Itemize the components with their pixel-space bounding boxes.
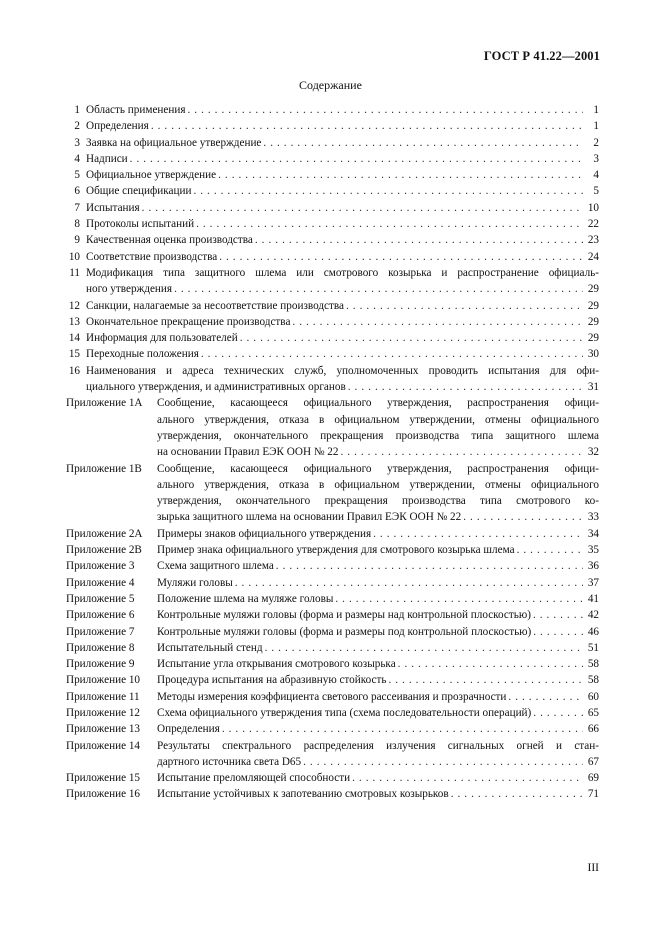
dot-leader: [218, 167, 583, 183]
toc-entry-line: [86, 281, 599, 297]
toc-entry-text: Область применения: [86, 104, 186, 116]
toc-entry-line: [157, 542, 599, 558]
dot-leader: [222, 721, 583, 737]
toc-entry-text: утверждения, окончательного прекращения производства типа защитного шлема: [157, 429, 599, 442]
toc-entry-line: [157, 412, 599, 428]
toc-entry-body: [86, 346, 599, 362]
toc-entry-page: 33: [587, 511, 599, 524]
toc-entry-body: [86, 363, 599, 396]
toc-entry-body: [86, 298, 599, 314]
toc-entry-line: [157, 754, 599, 770]
toc-appendix-entry: [66, 558, 599, 574]
toc-entry-line: [86, 265, 599, 281]
toc-entry-line: [157, 705, 599, 721]
toc-entry-text: ального утверждения, отказа в официальном утверждении, отмены официального: [157, 413, 599, 426]
toc-entry-body: [86, 265, 599, 298]
toc-entry-page: 67: [587, 755, 599, 768]
toc-entry: [66, 346, 599, 362]
toc-entry-body: [86, 102, 599, 118]
toc-entry-number: 4: [74, 152, 80, 165]
toc-entry-number: 3: [74, 136, 80, 149]
toc-appendix-entry: [66, 607, 599, 623]
toc-entry-page: 51: [587, 641, 599, 654]
toc-appendix-label: Приложение 9: [66, 658, 135, 671]
toc-appendix-label: Приложение 14: [66, 739, 141, 752]
toc-entry: [66, 200, 599, 216]
dot-leader: [292, 314, 583, 330]
toc-appendix-label: Приложение 6: [66, 609, 135, 622]
toc-entry: [66, 330, 599, 346]
toc-entry-number: 7: [74, 201, 80, 214]
toc-entry-text: Испытание угла открывания смотрового козырька: [157, 658, 396, 671]
toc-entry-text: Официальное утверждение: [86, 169, 217, 182]
dot-leader: [263, 135, 583, 151]
toc-entry-page: 29: [587, 283, 599, 296]
toc-entry-page: 32: [587, 446, 599, 459]
toc-entry-page: 10: [587, 201, 599, 214]
toc-entry-page: 69: [587, 772, 599, 785]
dot-leader: [533, 607, 583, 623]
dot-leader: [130, 151, 583, 167]
toc-entry-text: Испытание устойчивых к запотеванию смотровых козырьков: [157, 788, 449, 801]
toc-entry: [66, 314, 599, 330]
standard-code: ГОСТ Р 41.22—2001: [483, 49, 600, 63]
toc-entry: [66, 135, 599, 151]
toc-entry-page: 2: [593, 136, 599, 149]
toc-entry-text: Соответствие производства: [86, 250, 218, 263]
toc-entry-body: [157, 395, 599, 460]
toc-entry-line: [157, 640, 599, 656]
toc-entry-text: Испытания: [86, 201, 140, 214]
toc-entry-text: Методы измерения коэффициента светового рассеивания и прозрачности: [157, 690, 507, 703]
toc-appendix-entry: [66, 461, 599, 526]
toc-entry-text: Контрольные муляжи головы (форма и размеры под контрольной плоскостью): [157, 625, 532, 638]
toc-entry-page: 3: [593, 152, 599, 165]
toc-entry-text: Переходные положения: [86, 348, 199, 361]
toc-entry-text: Качественная оценка производства: [86, 234, 253, 247]
toc-entry-text: ального утверждения, отказа в официальном утверждении, отмены официального: [157, 478, 599, 491]
dot-leader: [346, 298, 583, 314]
toc-entry-body: [157, 770, 599, 786]
toc-entry-body: [86, 200, 599, 216]
toc-entry-page: 29: [587, 299, 599, 312]
toc-title: Содержание: [299, 78, 362, 92]
toc-entry-text: утверждения, окончательного прекращения производства типа смотрового ко-: [157, 495, 599, 508]
toc-entry-line: [86, 379, 599, 395]
toc-appendix-entry: [66, 542, 599, 558]
toc-entry-text: на основании Правил ЕЭК ООН № 22: [157, 446, 339, 459]
toc-entry-line: [157, 526, 599, 542]
toc-appendix-label: Приложение 8: [66, 641, 135, 654]
toc-entry-page: 42: [587, 609, 599, 622]
dot-leader: [451, 786, 583, 802]
toc-entry-page: 29: [587, 332, 599, 345]
toc-entry-line: [157, 738, 599, 754]
toc-entry-number: 2: [74, 120, 80, 133]
toc-entry-text: Пример знака официального утверждения для смотрового козырька шлема: [157, 544, 515, 557]
toc-entry-text: Муляжи головы: [157, 576, 233, 589]
toc-entry-number: 15: [68, 348, 80, 361]
toc-entry-body: [86, 151, 599, 167]
toc-entry-page: 37: [587, 576, 599, 589]
toc-entry-body: [157, 738, 599, 771]
toc-entry-line: [157, 656, 599, 672]
toc-entry-line: [86, 118, 599, 134]
toc-entry-line: [157, 575, 599, 591]
toc-entry-text: Сообщение, касающееся официального утверждения, распространения офици-: [157, 462, 599, 475]
toc-entry: [66, 102, 599, 118]
toc-entry-line: [86, 314, 599, 330]
toc-appendix-label: Приложение 16: [66, 788, 141, 801]
toc-entry-body: [86, 135, 599, 151]
toc-entry-text: Схема защитного шлема: [157, 560, 274, 573]
toc-appendix-entry: [66, 395, 599, 460]
toc-entry-page: 22: [587, 218, 599, 231]
toc-entry-body: [157, 461, 599, 526]
toc-entry-line: [157, 786, 599, 802]
toc-entry-body: [157, 656, 599, 672]
toc-entry-text: циального утверждения, и административных органов: [86, 381, 346, 394]
toc-entry-page: 4: [593, 169, 599, 182]
toc-entry-text: Результаты спектрального распределения излучения сигнальных огней и стан-: [157, 739, 599, 752]
toc-entry-page: 1: [593, 120, 599, 133]
dot-leader: [335, 591, 583, 607]
toc-entry-text: Определения: [86, 120, 149, 133]
toc-entry-text: Наименования и адреса технических служб, уполномоченных проводить испытания для офи-: [86, 364, 599, 377]
dot-leader: [193, 183, 583, 199]
toc-appendix-entry: [66, 591, 599, 607]
toc-entry-page: 35: [587, 544, 599, 557]
toc-entry-page: 24: [587, 250, 599, 263]
dot-leader: [373, 526, 583, 542]
toc-entry-number: 6: [74, 185, 80, 198]
toc-entry-page: 5: [593, 185, 599, 198]
toc-entry-body: [86, 249, 599, 265]
toc-entry-number: 11: [69, 266, 80, 279]
toc-entry-text: Окончательное прекращение производства: [86, 315, 291, 328]
toc-entry-body: [86, 183, 599, 199]
table-of-contents: [66, 102, 599, 803]
toc-appendix-entry: [66, 640, 599, 656]
toc-entry-page: 58: [587, 674, 599, 687]
toc-entry-number: 5: [74, 169, 80, 182]
toc-entry: [66, 151, 599, 167]
dot-leader: [341, 444, 584, 460]
toc-entry-body: [86, 167, 599, 183]
toc-appendix-label: Приложение 1В: [66, 462, 142, 475]
toc-entry-body: [86, 314, 599, 330]
toc-appendix-entry: [66, 656, 599, 672]
toc-entry-line: [86, 249, 599, 265]
dot-leader: [348, 379, 583, 395]
toc-entry-line: [157, 689, 599, 705]
toc-entry-text: Испытание преломляющей способности: [157, 772, 351, 785]
toc-entry-body: [157, 558, 599, 574]
toc-entry-line: [157, 395, 599, 411]
dot-leader: [533, 624, 583, 640]
dot-leader: [151, 118, 583, 134]
toc-entry-number: 13: [68, 315, 80, 328]
toc-entry-line: [86, 298, 599, 314]
toc-entry-text: Протоколы испытаний: [86, 218, 195, 231]
toc-entry-number: 8: [74, 218, 80, 231]
toc-appendix-entry: [66, 770, 599, 786]
toc-appendix-entry: [66, 575, 599, 591]
toc-entry-text: Модификация типа защитного шлема или смотрового козырька и распространение официаль-: [86, 266, 599, 279]
dot-leader: [255, 232, 583, 248]
dot-leader: [533, 705, 583, 721]
toc-entry-text: дартного источника света D65: [157, 755, 302, 768]
toc-appendix-label: Приложение 5: [66, 592, 135, 605]
toc-appendix-entry: [66, 689, 599, 705]
toc-entry-text: зырька защитного шлема на основании Правил ЕЭК ООН № 22: [157, 511, 462, 524]
toc-appendix-entry: [66, 786, 599, 802]
toc-appendix-label: Приложение 13: [66, 723, 141, 736]
toc-entry-body: [157, 705, 599, 721]
toc-entry-line: [157, 493, 599, 509]
toc-entry-text: Надписи: [86, 152, 128, 165]
toc-entry-text: Санкции, налагаемые за несоответствие производства: [86, 299, 344, 312]
toc-entry-body: [157, 591, 599, 607]
toc-appendix-entry: [66, 705, 599, 721]
toc-entry-body: [86, 216, 599, 232]
toc-entry-line: [157, 558, 599, 574]
toc-entry-page: 23: [587, 234, 599, 247]
toc-entry: [66, 363, 599, 396]
toc-appendix-entry: [66, 672, 599, 688]
dot-leader: [352, 770, 583, 786]
toc-entry-line: [157, 477, 599, 493]
toc-entry-line: [157, 461, 599, 477]
toc-entry-text: Примеры знаков официального утверждения: [157, 527, 372, 540]
toc-entry-number: 16: [68, 364, 80, 377]
toc-entry-line: [157, 672, 599, 688]
toc-appendix-label: Приложение 2А: [66, 527, 143, 540]
dot-leader: [303, 754, 583, 770]
toc-entry-number: 14: [68, 332, 80, 345]
toc-entry-body: [157, 786, 599, 802]
toc-entry-page: 65: [587, 706, 599, 719]
toc-entry-line: [86, 167, 599, 183]
toc-entry: [66, 249, 599, 265]
toc-entry: [66, 298, 599, 314]
dot-leader: [187, 102, 583, 118]
dot-leader: [265, 640, 583, 656]
toc-entry-body: [157, 721, 599, 737]
dot-leader: [388, 672, 583, 688]
toc-entry-line: [157, 607, 599, 623]
toc-entry-line: [157, 428, 599, 444]
toc-entry-text: Положение шлема на муляже головы: [157, 592, 334, 605]
toc-entry-page: 46: [587, 625, 599, 638]
toc-entry-page: 58: [587, 658, 599, 671]
dot-leader: [174, 281, 583, 297]
toc-entry-body: [86, 330, 599, 346]
dot-leader: [219, 249, 583, 265]
toc-entry-text: Испытательный стенд: [157, 641, 263, 654]
toc-entry-text: Информация для пользователей: [86, 332, 238, 345]
dot-leader: [463, 509, 583, 525]
dot-leader: [235, 575, 583, 591]
toc-entry-text: Определения: [157, 723, 220, 736]
toc-entry-number: 1: [74, 104, 80, 116]
toc-entry-page: 60: [587, 690, 599, 703]
toc-entry-text: Контрольные муляжи головы (форма и размеры над контрольной плоскостью): [157, 609, 531, 622]
toc-entry-page: 66: [587, 723, 599, 736]
toc-entry-body: [157, 689, 599, 705]
toc-entry-body: [86, 118, 599, 134]
toc-appendix-label: Приложение 4: [66, 576, 135, 589]
toc-entry-text: Заявка на официальное утверждение: [86, 136, 262, 149]
dot-leader: [517, 542, 583, 558]
dot-leader: [201, 346, 583, 362]
toc-entry-body: [157, 575, 599, 591]
toc-entry-line: [157, 721, 599, 737]
toc-entry-line: [86, 346, 599, 362]
toc-entry-body: [157, 607, 599, 623]
dot-leader: [142, 200, 583, 216]
toc-entry: [66, 118, 599, 134]
toc-entry-page: 36: [587, 560, 599, 573]
toc-appendix-entry: [66, 624, 599, 640]
toc-entry-body: [157, 672, 599, 688]
toc-entry-line: [157, 624, 599, 640]
toc-entry-body: [157, 624, 599, 640]
toc-entry-body: [157, 640, 599, 656]
toc-entry-page: 30: [587, 348, 599, 361]
toc-entry-line: [157, 444, 599, 460]
toc-entry-line: [86, 363, 599, 379]
toc-entry-line: [157, 509, 599, 525]
toc-entry-text: Процедура испытания на абразивную стойкость: [157, 674, 387, 687]
toc-entry-page: 29: [587, 315, 599, 328]
dot-leader: [196, 216, 583, 232]
toc-entry-number: 10: [68, 250, 80, 263]
toc-appendix-label: Приложение 7: [66, 625, 135, 638]
toc-entry: [66, 167, 599, 183]
toc-entry-page: 71: [587, 788, 599, 801]
toc-appendix-label: Приложение 11: [66, 690, 140, 703]
toc-entry-line: [86, 232, 599, 248]
toc-appendix-label: Приложение 1А: [66, 397, 143, 410]
toc-entry-body: [157, 542, 599, 558]
dot-leader: [398, 656, 583, 672]
page-number: III: [587, 862, 599, 874]
toc-entry-line: [86, 135, 599, 151]
toc-entry-line: [86, 200, 599, 216]
toc-entry: [66, 216, 599, 232]
toc-entry-text: Схема официального утверждения типа (схема последовательности операций): [157, 706, 532, 719]
toc-entry-page: 41: [587, 592, 599, 605]
toc-appendix-label: Приложение 15: [66, 772, 141, 785]
dot-leader: [240, 330, 583, 346]
toc-appendix-label: Приложение 2В: [66, 544, 142, 557]
toc-entry-text: Общие спецификации: [86, 185, 192, 198]
toc-entry-text: Сообщение, касающееся официального утверждения, распространения офици-: [157, 397, 599, 410]
toc-appendix-label: Приложение 12: [66, 706, 141, 719]
toc-appendix-entry: [66, 738, 599, 771]
dot-leader: [508, 689, 583, 705]
toc-entry-page: 34: [587, 527, 599, 540]
toc-appendix-label: Приложение 3: [66, 560, 135, 573]
toc-entry-line: [86, 330, 599, 346]
toc-entry-number: 12: [68, 299, 80, 312]
toc-entry-line: [157, 770, 599, 786]
toc-entry-line: [157, 591, 599, 607]
toc-entry-line: [86, 151, 599, 167]
toc-entry-page: 31: [587, 381, 599, 394]
toc-entry-line: [86, 102, 599, 118]
toc-entry-line: [86, 183, 599, 199]
toc-entry-text: ного утверждения: [86, 283, 173, 296]
toc-appendix-label: Приложение 10: [66, 674, 141, 687]
toc-entry-line: [86, 216, 599, 232]
toc-appendix-entry: [66, 721, 599, 737]
toc-entry-body: [157, 526, 599, 542]
toc-entry-number: 9: [74, 234, 80, 247]
toc-entry-body: [86, 232, 599, 248]
dot-leader: [276, 558, 583, 574]
toc-appendix-entry: [66, 526, 599, 542]
toc-entry-page: 1: [593, 104, 599, 116]
toc-entry: [66, 183, 599, 199]
toc-entry: [66, 232, 599, 248]
toc-entry: [66, 265, 599, 298]
